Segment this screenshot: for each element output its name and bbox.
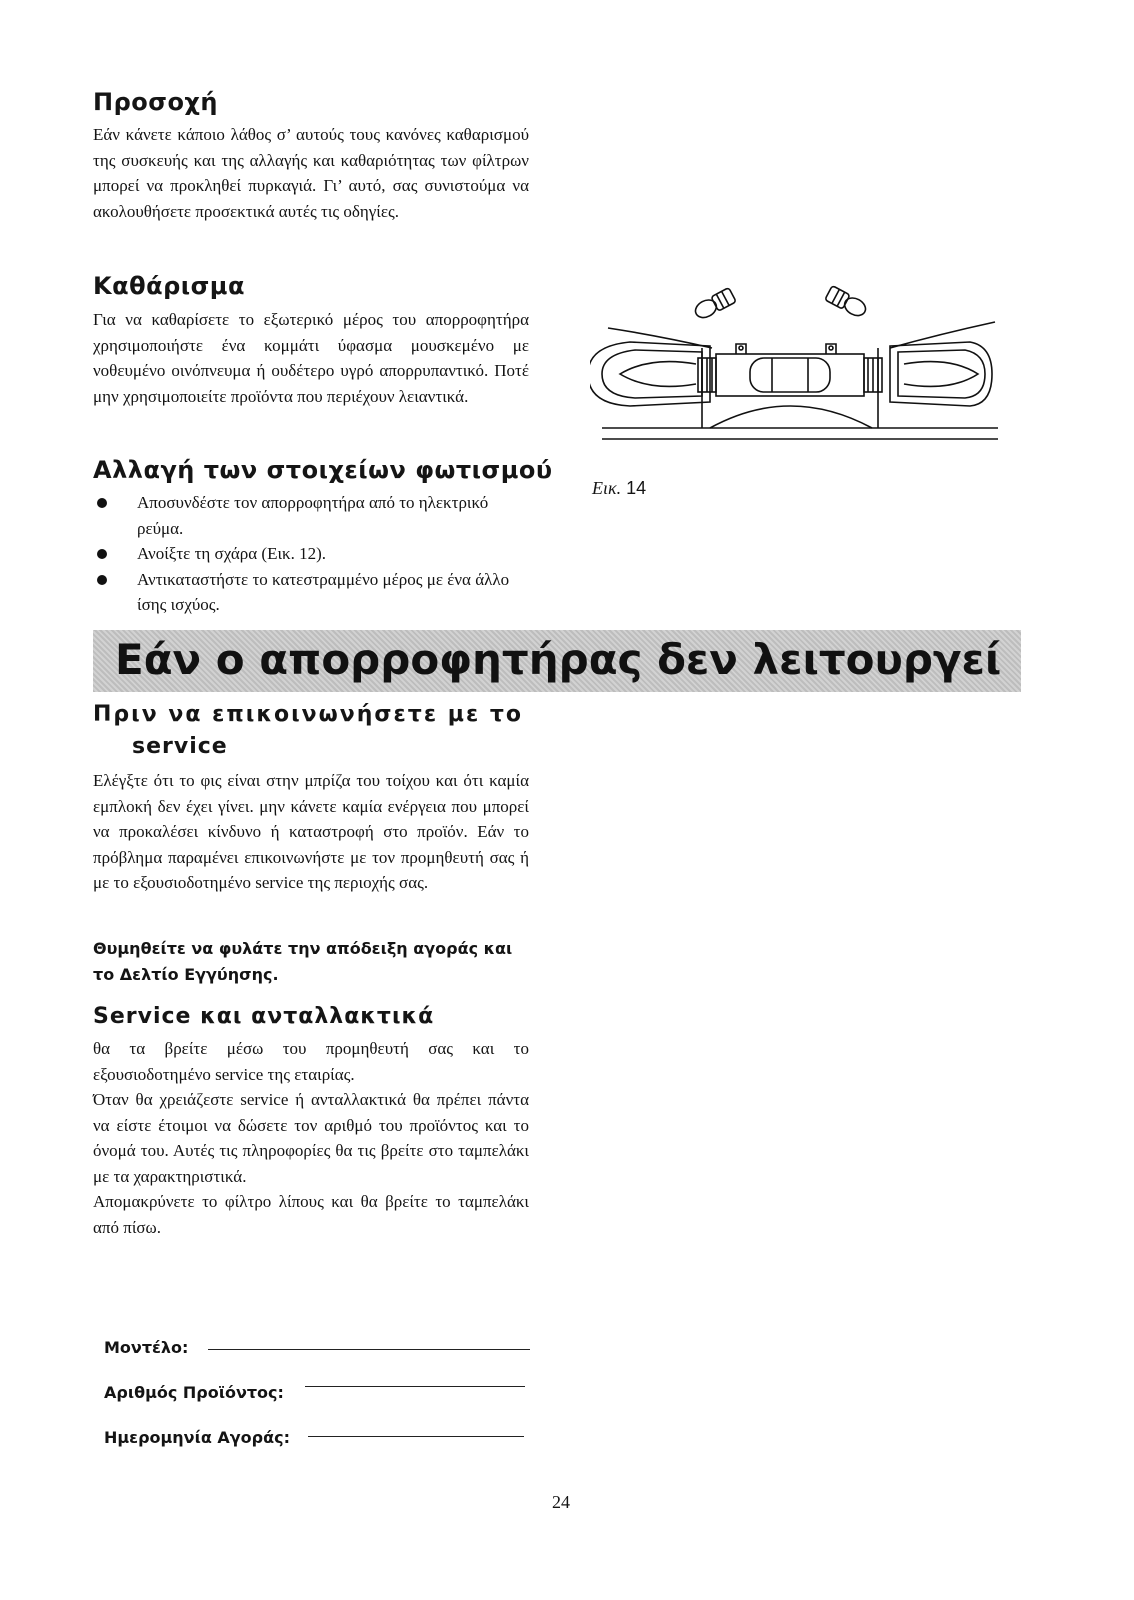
caution-text: Εάν κάνετε κάποιο λάθος σ’ αυτούς τους κανόνες καθαρισμού της συσκευής και της αλλαγής και καθαριότητας των φίλτρων μπορεί να προκληθεί πυρκαγιά. Γι’ αυτό, σας συνιστούμα να ακολουθήσετε προσεκτικά αυτές τις οδηγίες. [93, 125, 529, 221]
figure-caption-number: 14 [626, 478, 647, 498]
caution-heading: Προσοχή [93, 88, 218, 116]
product-number-field[interactable] [305, 1386, 525, 1387]
model-label: Μοντέλο: [104, 1338, 189, 1357]
list-item [93, 541, 523, 567]
light-fitting-figure [590, 268, 1010, 458]
cleaning-heading: Καθάρισμα [93, 272, 245, 300]
warranty-note: Θυμηθείτε να φυλάτε την απόδειξη αγοράς και το Δελτίο Εγγύησης. [93, 939, 513, 984]
spare-parts-paragraph: θα τα βρείτε μέσω του προμηθευτή σας και το εξουσιοδοτημένο service της εταιρίας. [93, 1039, 529, 1084]
small-bulb-right-icon [825, 286, 869, 319]
service-contact-text: Ελέγξτε ότι το φις είναι στην μπρίζα του τοίχου και ότι καμία εμπλοκή δεν έχει γίνει. μην κάνετε καμία ενέργεια που μπορεί να προκαλέσει κίνδυνο ή καταστροφή στο προϊόν. Εάν το πρόβλημα παραμένει επικοινωνήστε με τον προμηθευτή σας ή με το εξουσιοδοτημένο service της περιοχής σας. [93, 771, 529, 892]
page-number: 24 [552, 1492, 570, 1512]
service-contact-heading-line2: service [132, 734, 228, 759]
spare-parts-paragraph: Απομακρύνετε το φίλτρο λίπους και θα βρείτε το ταμπελάκι από πίσω. [93, 1192, 529, 1237]
list-item-text: Αποσυνδέστε τον απορροφητήρα από το ηλεκτρικό ρεύμα. [137, 493, 489, 538]
model-field[interactable] [208, 1349, 530, 1350]
product-number-label: Αριθμός Προϊόντος: [104, 1383, 284, 1402]
purchase-date-label: Ημερομηνία Αγοράς: [104, 1428, 290, 1447]
figure-caption [592, 478, 646, 499]
small-bulb-left-icon [692, 288, 736, 321]
banner-title: Εάν ο απορροφητήρας δεν λειτουργεί [115, 635, 1002, 684]
spare-parts-heading: Service και ανταλλακτικά [93, 1004, 435, 1029]
list-item [93, 490, 523, 541]
troubleshooting-banner [93, 630, 1021, 692]
cleaning-text: Για να καθαρίσετε το εξωτερικό μέρος του απορροφητήρα χρησιμοποιήστε ένα κομμάτι ύφασμα μουσκεμένο με νοθευμένο οινόπνευμα ή ουδέτερο υγρό απορρυπαντικό. Ποτέ μην χρησιμοποιείτε προϊόντα που περιέχουν λειαντικά. [93, 310, 529, 406]
list-item-text: Αντικαταστήστε το κατεστραμμένο μέρος με ένα άλλο ίσης ισχύος. [137, 569, 510, 614]
purchase-date-field[interactable] [308, 1436, 524, 1437]
bullet-icon [97, 575, 107, 585]
list-item-text: Ανοίξτε τη σχάρα (Εικ. 12). [137, 544, 327, 563]
bullet-icon [97, 498, 107, 508]
service-contact-heading-line1: Πριν να επικοινωνήσετε με το [93, 702, 523, 727]
spare-parts-text [93, 1036, 529, 1240]
list-item [93, 567, 523, 618]
bullet-icon [97, 549, 107, 559]
spare-parts-paragraph: Όταν θα χρειάζεστε service ή ανταλλακτικά θα πρέπει πάντα να είστε έτοιμοι να δώσετε τον αριθμό του προϊόντος και το όνομά του. Αυτές τις πληροφορίες θα τις βρείτε στο ταμπελάκι με τα χαρακτηριστικά. [93, 1090, 529, 1186]
lighting-heading: Αλλαγή των στοιχείων φωτισμού [93, 456, 553, 484]
figure-caption-abbr: Εικ. [592, 478, 622, 498]
lighting-steps-list [93, 490, 523, 618]
